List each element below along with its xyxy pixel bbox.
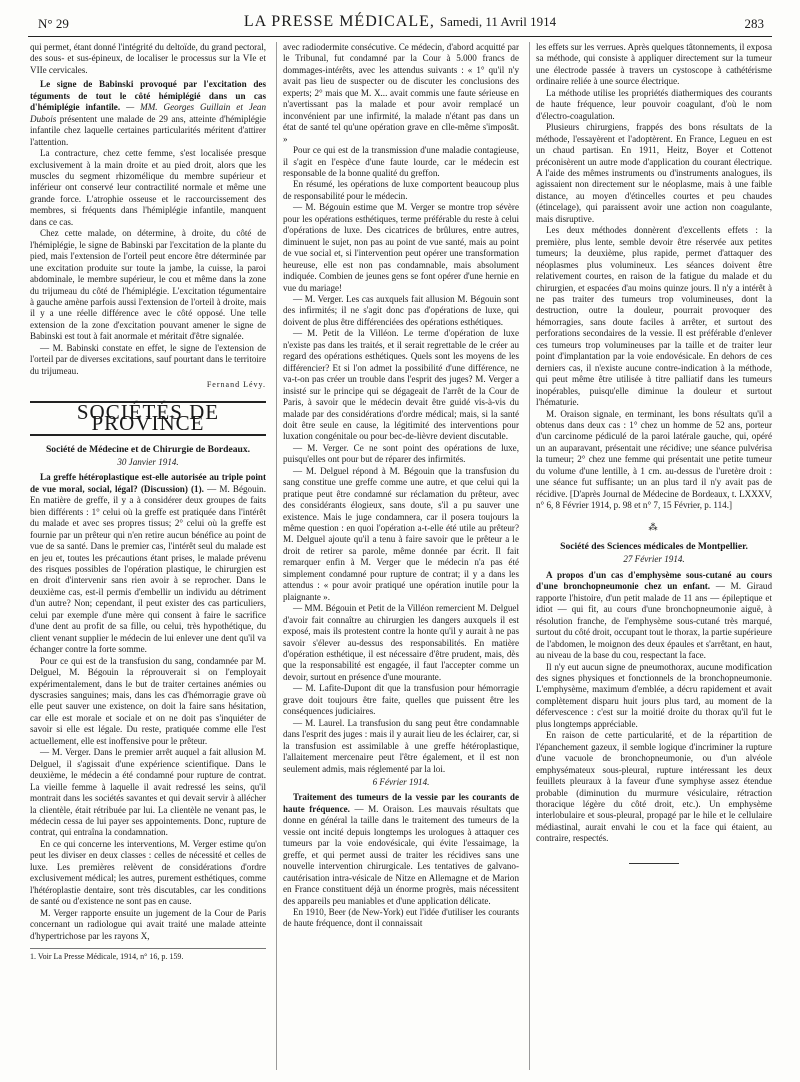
page-number: 283 xyxy=(744,16,764,31)
column-divider xyxy=(276,42,277,1070)
paragraph: M. Verger rapporte ensuite un jugement de la Cour de Paris concernant un radiologue qui avait traité une malade atteinte d'hypertrichose par les rayons X, xyxy=(30,907,266,941)
paragraph: En raison de cette particularité, et de la répartition de l'épanchement gazeux, il semble logique d'incriminer la rupture d'une vacuole de bronchopneumonie, ou d'un alvéole emphysémateux sous-pleural, rupture intéressant les deux feuillets pleuraux à la faveur d'une symphyse assez étendue probable (diminution du murmure vésiculaire, rétraction thoracique légère du côté droit, etc.). Un emphysème interlobulaire et sous-pleural, propagé par le hile et le cellulaire médiastinal, aurait envahi le cou et la face qui étaient, au contraire, respectés. xyxy=(536,730,772,844)
paragraph: — MM. Bégouin et Petit de la Villéon remercient M. Delguel d'avoir fait connaître au chirurgien les dangers auxquels il est exposé, mais ils protestent contre la honte qu'il y aurait à ne pas savoir s'élever au-dessus des responsabilités. En matière d'opération esthétique, il est nécessaire d'être prudent, mais, dès que la responsabilité est engagée, il faut l'accepter comme un devoir, surtout en présence d'une mourante. xyxy=(283,603,519,682)
article-title: Le signe de Babinski provoqué par l'excitation des téguments de tout le côté hémiplégié dans un cas d'hémiplégie infantile. xyxy=(30,79,266,113)
paragraph: — M. Verger. Dans le premier arrêt auquel a fait allusion M. Delguel, il s'agissait d'une expérience scientifique. Dans le deuxième, le médecin a été condamné pour rupture de contrat. La vieille femme à laquelle il avait redressé les seins, qu'il montrait dans les sociétés savantes et qui devait servir à allécher la clientèle, était rétribuée par lui. La clientèle ne venant pas, le médecin cessa de lui payer ses appointements. Donc, rupture de contrat, qui entraîna la condamnation. xyxy=(30,747,266,838)
paragraph: — M. Giraud rapporte l'histoire, d'un petit malade de 11 ans — épileptique et idiot — qui fit, au cours d'une bronchopneumonie aiguë, à résolution franche, de l'emphysème sous-cutané très marqué, surtout du côté droit, occupant tout le thorax, la partie supérieure de l'abdomen, le moignon des deux épaules et s'arrêtant, en haut, au niveau de la base du cou, respectant la face. xyxy=(536,581,772,661)
paragraph: présentent une malade de 29 ans, atteinte d'hémiplégie infantile chez laquelle certaines particularités méritent d'attirer l'attention. xyxy=(30,113,267,147)
paragraph: — M. Bégouin estime que M. Verger se montre trop sévère pour les opérations esthétiques, terme préférable du reste à celui d'opérations de luxe. Des cicatrices de brûlures, entre autres, diminuent le sujet, non pas au point de vue santé, mais au point de vue social et, si l'intervention peut opérer une transformation heureuse, elle est non pas condamnable, mais absolument indiquée. Combien de jeunes gens se font opérer d'une hernie en vue du mariage! xyxy=(283,202,519,293)
session-date: 6 Février 1914. xyxy=(372,777,430,787)
paragraph: En 1910, Beer (de New-York) eut l'idée d'utiliser les courants de haute fréquence, dont il connaissait xyxy=(283,906,519,929)
paragraph: M. Oraison signale, en terminant, les bons résultats qu'il a obtenus dans deux cas : 1° chez un homme de 52 ans, porteur d'un carcinome pédiculé de la paroi latérale gauche, qui, opéré un an auparavant, présentait une récidive; une séance pulvérisa la tumeur; 2° chez une femme qui présentait une petite tumeur du volume d'une lentille, à 1 cm. au-dessus de l'uretère droit : une séance fut suffisante; un an plus tard il n'y avait pas de récidive. [D'après Journal de Médecine de Bordeaux, t. LXXXV, n° 6, 8 Février 1914, p. 98 et n° 7, 15 Février, p. 114.] xyxy=(536,408,772,511)
issue-number: N° 29 xyxy=(38,16,69,31)
paragraph: — M. Lafite-Dupont dit que la transfusion pour hémorragie grave doit toujours être faite, quelles que puissent être les conséquences judiciaires. xyxy=(283,683,519,717)
paragraph: — M. Delguel répond à M. Bégouin que la transfusion du sang constitue une greffe comme une autre, et que celui qui la pratique peut être condamné sur réclamation du prêteur, avec des considérants élogieux, sans doute, s'il a pu sauver une existence. Mais le juge condamnera, car il posera toujours la même question : en quoi l'opération a-t-elle été utile au prêteur? M. Delguel ajoute qu'il a tenu à faire savoir que le prêteur a le droit de retirer sa parole, même donnée par écrit. Il fait remarquer enfin à M. Verger que le médecin n'a pas été simplement condamné pour rupture de contrat; il y a dans les attendus : « pour avoir pratiqué une opération inutile pour la plaignante ». xyxy=(283,465,519,602)
section-heading: SOCIÉTÉS DE PROVINCE xyxy=(30,401,266,436)
article-title: La greffe hétéroplastique est-elle autorisée au triple point de vue moral, social, légal? (Discussion) (1). xyxy=(30,472,266,494)
paragraph: Les deux méthodes donnèrent d'excellents effets : la première, plus lente, semble devoir être réservée aux petites tumeurs; la deuxième, plus rapide, permet d'attaquer des néoplasmes plus volumineux. Les séances doivent être relativement courtes, en raison de la fatigue du malade et du chirurgien, et espacées d'au moins quinze jours. Il n'y a intérêt à ne pas traiter des tumeurs trop volumineuses, dont la destruction, outre la douleur, pourrait provoquer des hémorragies, sans doute faciles à arrêter, et surtout des perforations secondaires de la vessie. Il est préférable d'enlever ces tumeurs trop volumineuses par la taille et de traiter leur point d'implantation par la voie endovésicale. En dehors de ces derniers cas, il n'existe aucune contre-indication à la méthode, qui peut même être utilisée à titre palliatif dans les tumeurs inopérables, puisqu'elle diminue la douleur et surtout l'hématurie. xyxy=(536,225,772,408)
paragraph: — M. Verger. Les cas auxquels fait allusion M. Bégouin sont des infirmités; il ne s'agit donc pas d'opérations de luxe, qui doivent de plus être différenciées des opérations esthétiques. xyxy=(283,293,519,327)
paragraph: Chez cette malade, on détermine, à droite, du côté de l'hémiplégie, le signe de Babinski par l'excitation de la plante du pied, mais l'extension de l'orteil peut encore être déterminée par une excitation produite sur toute la jambe, la cuisse, la paroi abdominale, le membre supérieur, le cou et même dans la zone du trijumeau du côté de l'hémiplégie. L'excitation tégumentaire à gauche amène parfois aussi l'extension de l'orteil à droite, mais il y a une réelle différence avec le côté opposé. Une telle extension de la zone d'excitation pouvant amener le signe de Babinski est tout à fait anormale et méritait d'être signalée. xyxy=(30,228,266,342)
paragraph: — M. Verger. Ce ne sont point des opérations de luxe, puisqu'elles ont pour but de réparer des infirmités. xyxy=(283,442,519,465)
paragraph: qui permet, étant donné l'intégrité du deltoïde, du grand pectoral, des sous- et sus-épineux, de localiser le processus sur la VIe et VIIe cervicales. xyxy=(30,42,266,75)
paragraph: Plusieurs chirurgiens, frappés des bons résultats de la méthode, l'essayèrent et l'adoptèrent. En France, Legueu en est un chaud partisan. En 1911, Heitz, Boyer et Cottenot préconisèrent un autre mode d'application du courant électrique. A l'aide des mêmes instruments ou d'instruments analogues, ils agissaient non directement sur le néoplasme, mais à une faible distance, au moyen d'étincelles courtes et peu chaudes (étincelage), qui paraissent avoir une action non coagulante, mais disruptive. xyxy=(536,122,772,224)
paragraph: — M. Petit de la Villéon. Le terme d'opération de luxe n'existe pas dans les traités, et il serait regrettable de le créer au regard des opérations esthétiques. Quels sont les moyens de les différencier? Et si l'on admet la possibilité d'une différence, ne va-t-on pas créer un trouble dans l'esprit des juges? M. Verger a insisté sur le principe qui se dégageait de l'arrêt de la Cour de Paris, à savoir que le médecin devait être guidé vis-à-vis du malade par des considérations d'ordre médical; mais, si la santé doit être seule en cause, la légitimité des interventions pour luxation congénitale ou pour bec-de-lièvre devient discutable. xyxy=(283,328,519,442)
author-signature: Fernand Lévy. xyxy=(206,380,266,390)
column-1 xyxy=(30,42,266,962)
session-date: 30 Janvier 1914. xyxy=(117,456,179,467)
article-heading xyxy=(536,570,772,662)
issue-date: Samedi, 11 Avril 1914 xyxy=(439,14,557,29)
article-heading xyxy=(283,792,519,907)
footnote: 1. Voir La Presse Médicale, 1914, n° 16, p. 159. xyxy=(30,948,266,962)
paragraph: En ce qui concerne les interventions, M. Verger estime qu'on peut les diviser en deux classes : celles de nécessité et celles de luxe. Les premières relèvent de considérations d'ordre exclusivement médical; les autres, purement esthétiques, comme l'hétéroplastie dentaire, sont très discutables, car les conditions de santé ou d'existence ne sont pas en cause. xyxy=(30,838,266,907)
paragraph: — M. Babinski constate en effet, le signe de l'extension de l'orteil par de diverses excitations, sauf pourtant dans le territoire du trijumeau. xyxy=(30,342,266,376)
society-name: Société des Sciences médicales de Montpellier. xyxy=(560,541,748,553)
article-authors: — MM. Georges Guillain et Jean Dubois xyxy=(30,102,266,124)
paragraph: Pour ce qui est de la transmission d'une maladie contagieuse, il s'agit en l'espèce d'une faute lourde, car le médecin est responsable de la bonne qualité du greffon. xyxy=(283,145,519,178)
header-rule xyxy=(28,36,772,37)
section-ornament: ⁂ xyxy=(648,521,660,532)
paragraph: — M. Laurel. La transfusion du sang peut être condamnable dans l'esprit des juges : mais il y aurait lieu de les éclairer, car, si la transfusion est assimilable à une greffe hétéroplastique, l'allaitement mercenaire peut l'être également, et il est non seulement admis, mais réglementé par la loi. xyxy=(283,717,519,774)
paragraph: Pour ce qui est de la transfusion du sang, condamnée par M. Delguel, M. Bégouin la réprouverait si on l'employait expérimentalement, dans le but de traiter certaines anémies ou dyscrasies sanguines; mais, dans les cas d'hémorragie grave où elle peut sauver une existence, on doit la faire sans hésitation, car elle est morale et sociale et on ne doit pas s'inquiéter de savoir si elle est légale. Du reste, pratiquée comme elle l'est actuellement, elle est inoffensive pour le prêteur. xyxy=(30,655,266,746)
column-2 xyxy=(283,42,519,930)
paragraph: — M. Bégouin. En matière de greffe, il y a à considérer deux groupes de faits bien différents : 1° celui où la greffe est pratiquée dans l'intérêt du malade et avec ses propres tissus; 2° celui où la greffe est fournie par un prêteur qui n'en retire aucun bénéfice au point de vue de sa santé. Dans le premier cas, l'intérêt seul du malade est en jeu et, toutes les précautions étant prises, le malade prévenu des risques possibles de l'opération plastique, le chirurgien est en droit d'intervenir sans rien avoir à se reprocher. Dans le deuxième cas, est-il permis d'embellir un individu au détriment d'un autre? Non; cependant, il peut exister des cas particuliers, celui par exemple d'une mère qui consent à faire le sacrifice d'une dent au profit de sa fille, ou celui, très hypothétique, du client venant supplier le médecin de lui enlever une dent qu'il va échanger contre la forte somme. xyxy=(30,483,266,655)
society-name: Société de Médecine et de Chirurgie de Bordeaux. xyxy=(45,443,251,455)
article-title: A propos d'un cas d'emphysème sous-cutané au cours d'une bronchopneumonie chez un enfant. xyxy=(536,569,772,592)
page-header xyxy=(28,12,772,34)
session-date: 27 Février 1914. xyxy=(623,554,685,565)
end-rule xyxy=(629,863,679,864)
article-title: Traitement des tumeurs de la vessie par les courants de haute fréquence. xyxy=(283,792,519,814)
paragraph: avec radiodermite consécutive. Ce médecin, d'abord acquitté par le Tribunal, fut condamné par la Cour à 5.000 francs de dommages-intérêts, avec les attendus suivants : « 1° qu'il n'y avait pas lieu de suspecter ou de discuter les conclusions des experts; 2° mais que M. X... avait commis une faute sérieuse en n'avertissant pas la malade et pour avoir remplacé un inconvénient par une infirmité, la malade n'étant pas dans un état de santé tel qu'une opération grave en clle-même s'imposât. » xyxy=(283,42,519,144)
paragraph: — M. Oraison. Les mauvais résultats que donne en général la taille dans le traitement des tumeurs de la vessie ont incité depuis longtemps les urologues à attaquer ces tumeurs par la voie endovésicale, qui évite l'essaimage, la greffe, et qui permet aussi de traiter les récidives sans une nouvelle intervention chirurgicale. Les tentatives de galvano-cautérisation intra-vésicale de Nitze en Allemagne et de Marion en France constituent déjà un énorme progrès, mais nécessitent des appareils peu maniables et d'une application délicate. xyxy=(283,803,520,906)
journal-title xyxy=(28,13,772,31)
paragraph: La méthode utilise les propriétés diathermiques des courants de haute fréquence, leur pouvoir coagulant, d'où le nom d'électro-coagulation. xyxy=(536,87,772,121)
paragraph: les effets sur les verrues. Après quelques tâtonnements, il exposa sa méthode, qui consiste à appliquer directement sur la tumeur une électrode passée à travers un cystoscope à cathétérisme ordinaire reliée à une source électrique. xyxy=(536,42,772,87)
article-heading xyxy=(30,472,266,655)
article-heading xyxy=(30,79,266,148)
paragraph: La contracture, chez cette femme, s'est localisée presque exclusivement à la main droite et au pied droit, alors que les muscles du segment rhizomélique du membre supérieur et inférieur ont conservé leur contractilité normale et même une grande force. L'atrophie osseuse et le raccourcissement des membres, si fréquents dans l'hémiplégie infantile, manquent dans ce cas. xyxy=(30,148,266,227)
paragraph: En résumé, les opérations de luxe comportent beaucoup plus de responsabilité pour le médecin. xyxy=(283,179,519,201)
column-divider xyxy=(529,42,530,1070)
journal-name: LA PRESSE MÉDICALE, xyxy=(243,13,435,30)
paragraph: Il n'y eut aucun signe de pneumothorax, aucune modification des signes physiques et fonctionnels de la bronchopneumonie. L'emphysème, maximum d'emblée, a décru rapidement et avait complètement disparu huit jours plus tard, au moment de la défervescence : c'est sur la moitié droite du thorax qu'il fut le plus longtemps appréciable. xyxy=(536,661,772,729)
column-3 xyxy=(536,42,772,864)
